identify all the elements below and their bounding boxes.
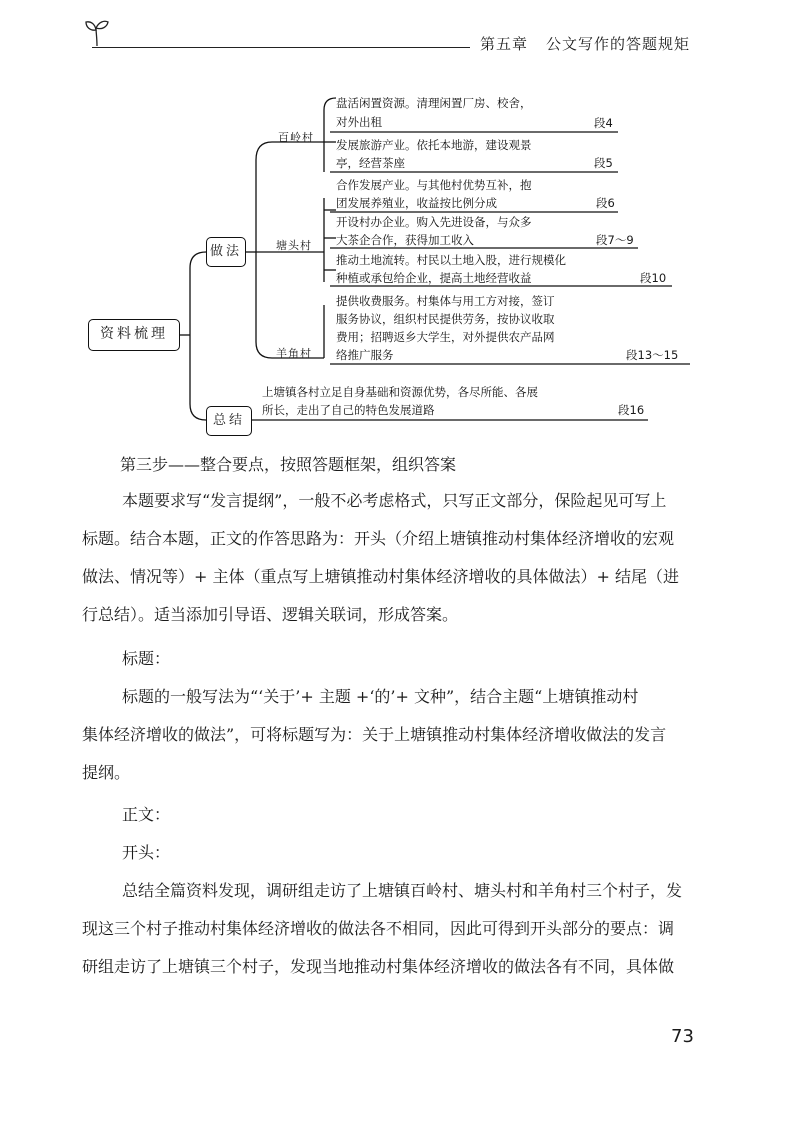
- step-heading: 第三步——整合要点，按照答题框架，组织答案: [120, 455, 457, 474]
- item-6-line-4: 络推广服务: [336, 348, 394, 362]
- item-5-para: 段10: [640, 271, 667, 285]
- item-3-line-1: 合作发展产业。与其他村优势互补，抱: [336, 178, 532, 192]
- p1-line-4: 行总结）。适当添加引导语、逻辑关联词，形成答案。: [82, 605, 459, 624]
- p3-line-2: 现这三个村子推动村集体经济增收的做法各不相同，因此可得到开头部分的要点：调: [82, 919, 675, 938]
- item-6-line-2: 服务协议，组织村民提供劳务，按协议收取: [336, 312, 555, 326]
- label-body: 正文：: [122, 805, 171, 824]
- item-3-para: 段6: [596, 196, 615, 210]
- item-3-line-2: 团发展养殖业，收益按比例分成: [336, 196, 497, 210]
- p2-line-1: 标题的一般写法为“‘关于’+ 主题 +‘的’+ 文种”，结合主题“上塘镇推动村: [122, 687, 639, 706]
- summary-para: 段16: [618, 403, 645, 417]
- village-tangtou: 塘头村: [276, 239, 312, 252]
- item-5-line-2: 种植或承包给企业，提高土地经营收益: [336, 271, 532, 285]
- p3-line-3: 研组走访了上塘镇三个村子，发现当地推动村集体经济增收的做法各有不同，具体做: [82, 957, 675, 976]
- summary-line-1: 上塘镇各村立足自身基础和资源优势，各尽所能、各展: [262, 385, 538, 399]
- page-number: 73: [671, 1026, 694, 1047]
- item-2-para: 段5: [594, 156, 613, 170]
- item-1-para: 段4: [594, 116, 613, 130]
- item-1-line-2: 对外出租: [336, 115, 382, 129]
- village-baling: 百岭村: [278, 131, 314, 144]
- item-2-line-1: 发展旅游产业。依托本地游，建设观景: [336, 138, 532, 152]
- item-1-line-1: 盘活闲置资源。清理闲置厂房、校舍，: [336, 96, 532, 110]
- p1-line-3: 做法、情况等）+ 主体（重点写上塘镇推动村集体经济增收的具体做法）+ 结尾（进: [82, 567, 679, 586]
- p2-line-3: 提纲。: [82, 763, 131, 782]
- item-5-line-1: 推动土地流转。村民以土地入股，进行规模化: [336, 253, 566, 267]
- summary-line-2: 所长，走出了自己的特色发展道路: [262, 403, 435, 417]
- item-6-para: 段13～15: [626, 348, 679, 362]
- item-4-line-2: 大茶企合作，获得加工收入: [336, 233, 474, 247]
- item-4-para: 段7～9: [596, 233, 634, 247]
- item-4-line-1: 开设村办企业。购入先进设备，与众多: [336, 215, 532, 229]
- item-6-line-1: 提供收费服务。村集体与用工方对接，签订: [336, 294, 555, 308]
- label-title: 标题：: [122, 649, 171, 668]
- village-yangjiao: 羊角村: [276, 347, 312, 360]
- paragraph-1: [82, 482, 722, 634]
- paragraph-2: [82, 678, 722, 792]
- label-opening: 开头：: [122, 843, 171, 862]
- item-2-line-2: 亭，经营茶座: [336, 156, 405, 170]
- item-6-line-3: 费用；招聘返乡大学生，对外提供农产品网: [336, 330, 555, 344]
- method-node: 做法: [206, 237, 246, 267]
- p1-line-2: 标题。结合本题，正文的作答思路为：开头（介绍上塘镇推动村集体经济增收的宏观: [82, 529, 675, 548]
- chapter-label: 第五章: [480, 35, 529, 53]
- p3-line-1: 总结全篇资料发现，调研组走访了上塘镇百岭村、塘头村和羊角村三个村子，发: [122, 881, 683, 900]
- p1-line-1: 本题要求写“发言提纲”，一般不必考虑格式，只写正文部分，保险起见可写上: [122, 491, 667, 510]
- summary-node: 总结: [206, 406, 252, 436]
- p2-line-2: 集体经济增收的做法”，可将标题写为：关于上塘镇推动村集体经济增收做法的发言: [82, 725, 667, 744]
- chapter-title: 公文写作的答题规矩: [546, 35, 691, 53]
- root-node: 资料梳理: [88, 319, 180, 351]
- paragraph-3: [82, 872, 722, 986]
